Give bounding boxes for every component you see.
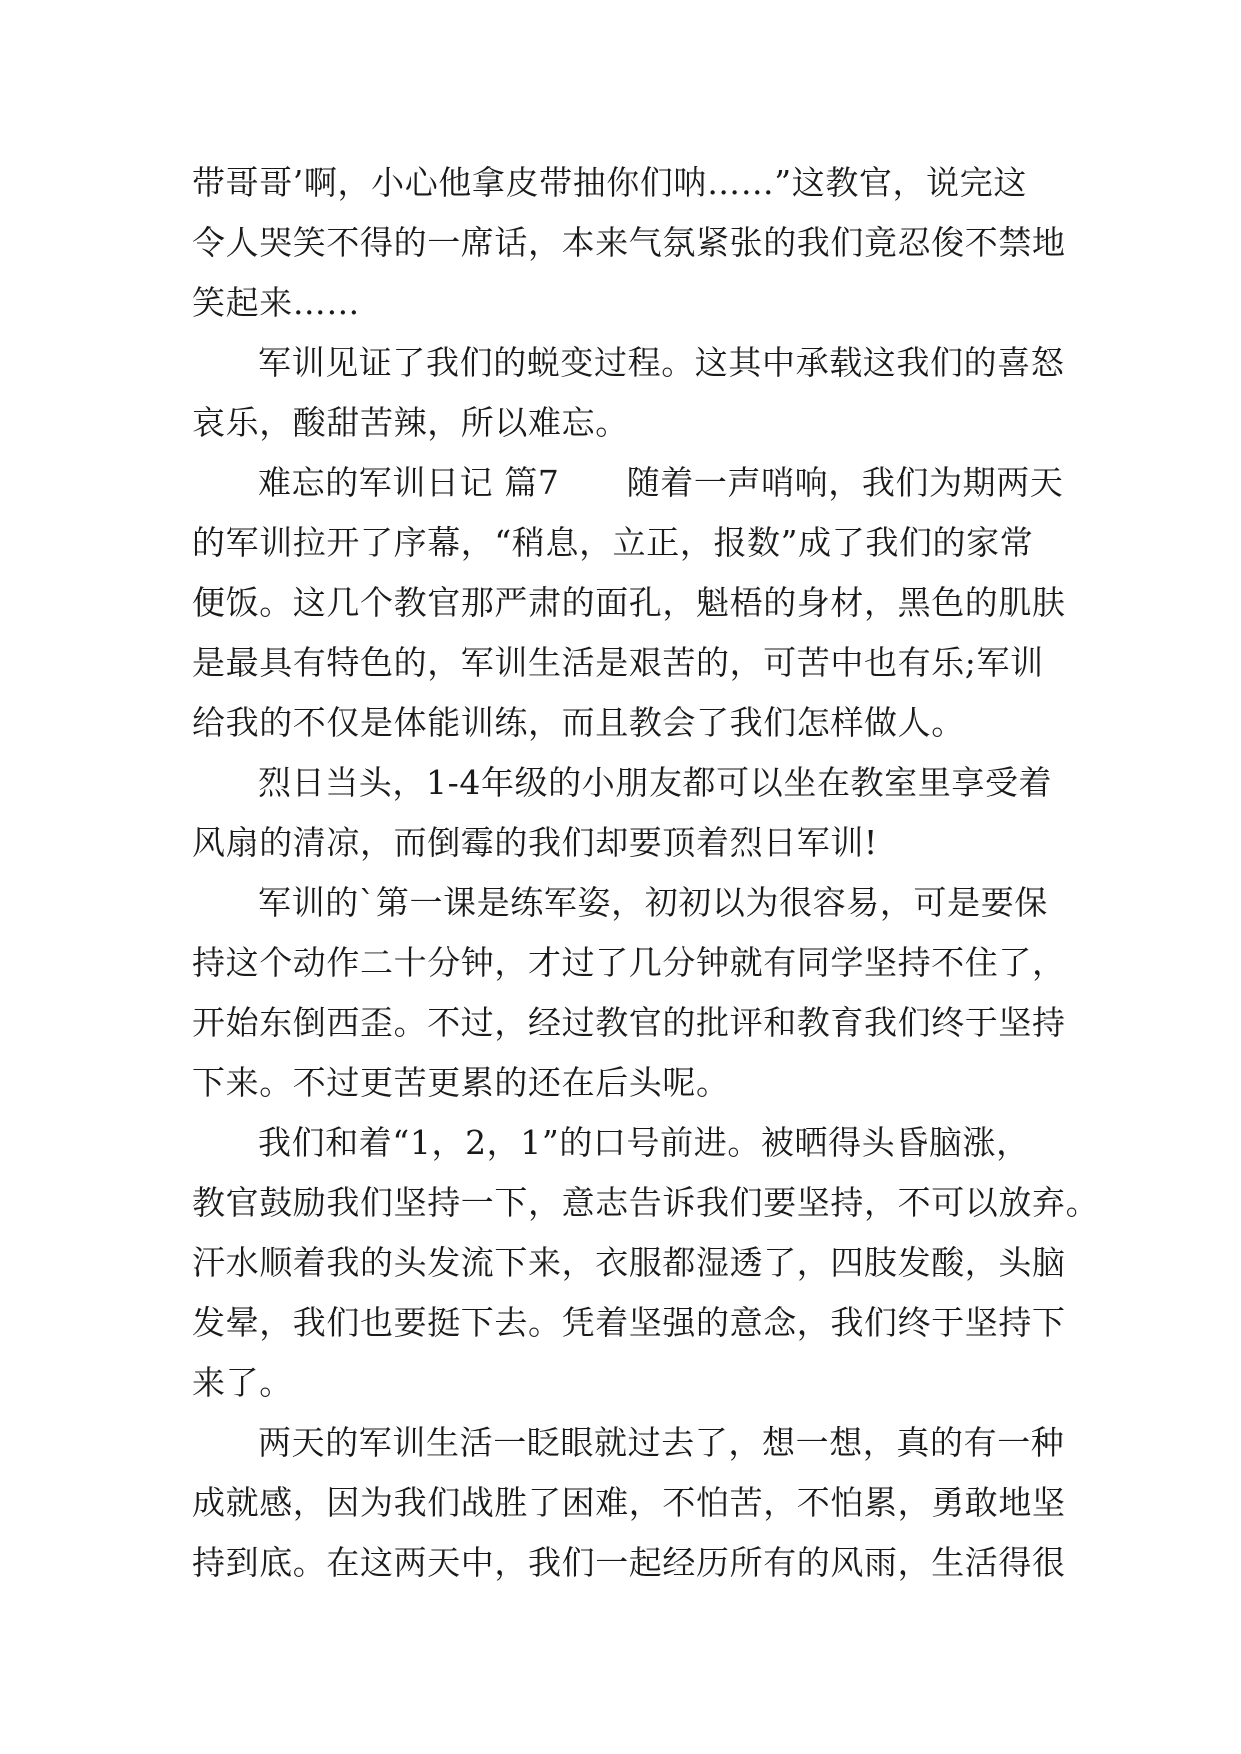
text-line-12: 风扇的清凉，而倒霉的我们却要顶着烈日军训! <box>192 823 878 862</box>
text-line-23: 成就感，因为我们战胜了困难，不怕苦，不怕累，勇敢地坚 <box>192 1483 1066 1522</box>
text-line-10: 给我的不仅是体能训练，而且教会了我们怎样做人。 <box>192 703 965 742</box>
text-line-11: 烈日当头，1-4年级的小朋友都可以坐在教室里享受着 <box>258 763 1053 802</box>
text-line-19: 汗水顺着我的头发流下来，衣服都湿透了，四肢发酸，头脑 <box>192 1243 1066 1282</box>
text-line-17: 我们和着“1，2，1”的口号前进。被晒得头昏脑涨， <box>258 1123 1030 1162</box>
text-line-15: 开始东倒西歪。不过，经过教官的批评和教育我们终于坚持 <box>192 1003 1066 1042</box>
text-line-3: 笑起来…… <box>192 283 360 322</box>
text-line-21: 来了。 <box>192 1363 293 1402</box>
section-heading-line: 难忘的军训日记 篇7 随着一声哨响，我们为期两天 <box>258 463 1064 502</box>
text-line-22: 两天的军训生活一眨眼就过去了，想一想，真的有一种 <box>258 1423 1065 1462</box>
text-line-4: 军训见证了我们的蜕变过程。这其中承载这我们的喜怒 <box>258 343 1065 382</box>
text-line-2: 令人哭笑不得的一席话，本来气氛紧张的我们竟忍俊不禁地 <box>192 223 1066 262</box>
text-line-16: 下来。不过更苦更累的还在后头呢。 <box>192 1063 730 1102</box>
text-line-20: 发晕，我们也要挺下去。凭着坚强的意念，我们终于坚持下 <box>192 1303 1066 1342</box>
text-line-1: 带哥哥’啊，小心他拿皮带抽你们呐……”这教官，说完这 <box>192 163 1027 202</box>
text-line-5: 哀乐，酸甜苦辣，所以难忘。 <box>192 403 629 442</box>
text-line-14: 持这个动作二十分钟，才过了几分钟就有同学坚持不住了， <box>192 943 1066 982</box>
text-line-13: 军训的`第一课是练军姿，初初以为很容易，可是要保 <box>258 883 1048 922</box>
text-line-24: 持到底。在这两天中，我们一起经历所有的风雨，生活得很 <box>192 1543 1066 1582</box>
text-line-18: 教官鼓励我们坚持一下，意志告诉我们要坚持，不可以放弃。 <box>192 1183 1100 1222</box>
text-line-9: 是最具有特色的，军训生活是艰苦的，可苦中也有乐;军训 <box>192 643 1044 682</box>
text-line-7: 的军训拉开了序幕，“稍息，立正，报数”成了我们的家常 <box>192 523 1034 562</box>
text-line-8: 便饭。这几个教官那严肃的面孔，魁梧的身材，黑色的肌肤 <box>192 583 1066 622</box>
